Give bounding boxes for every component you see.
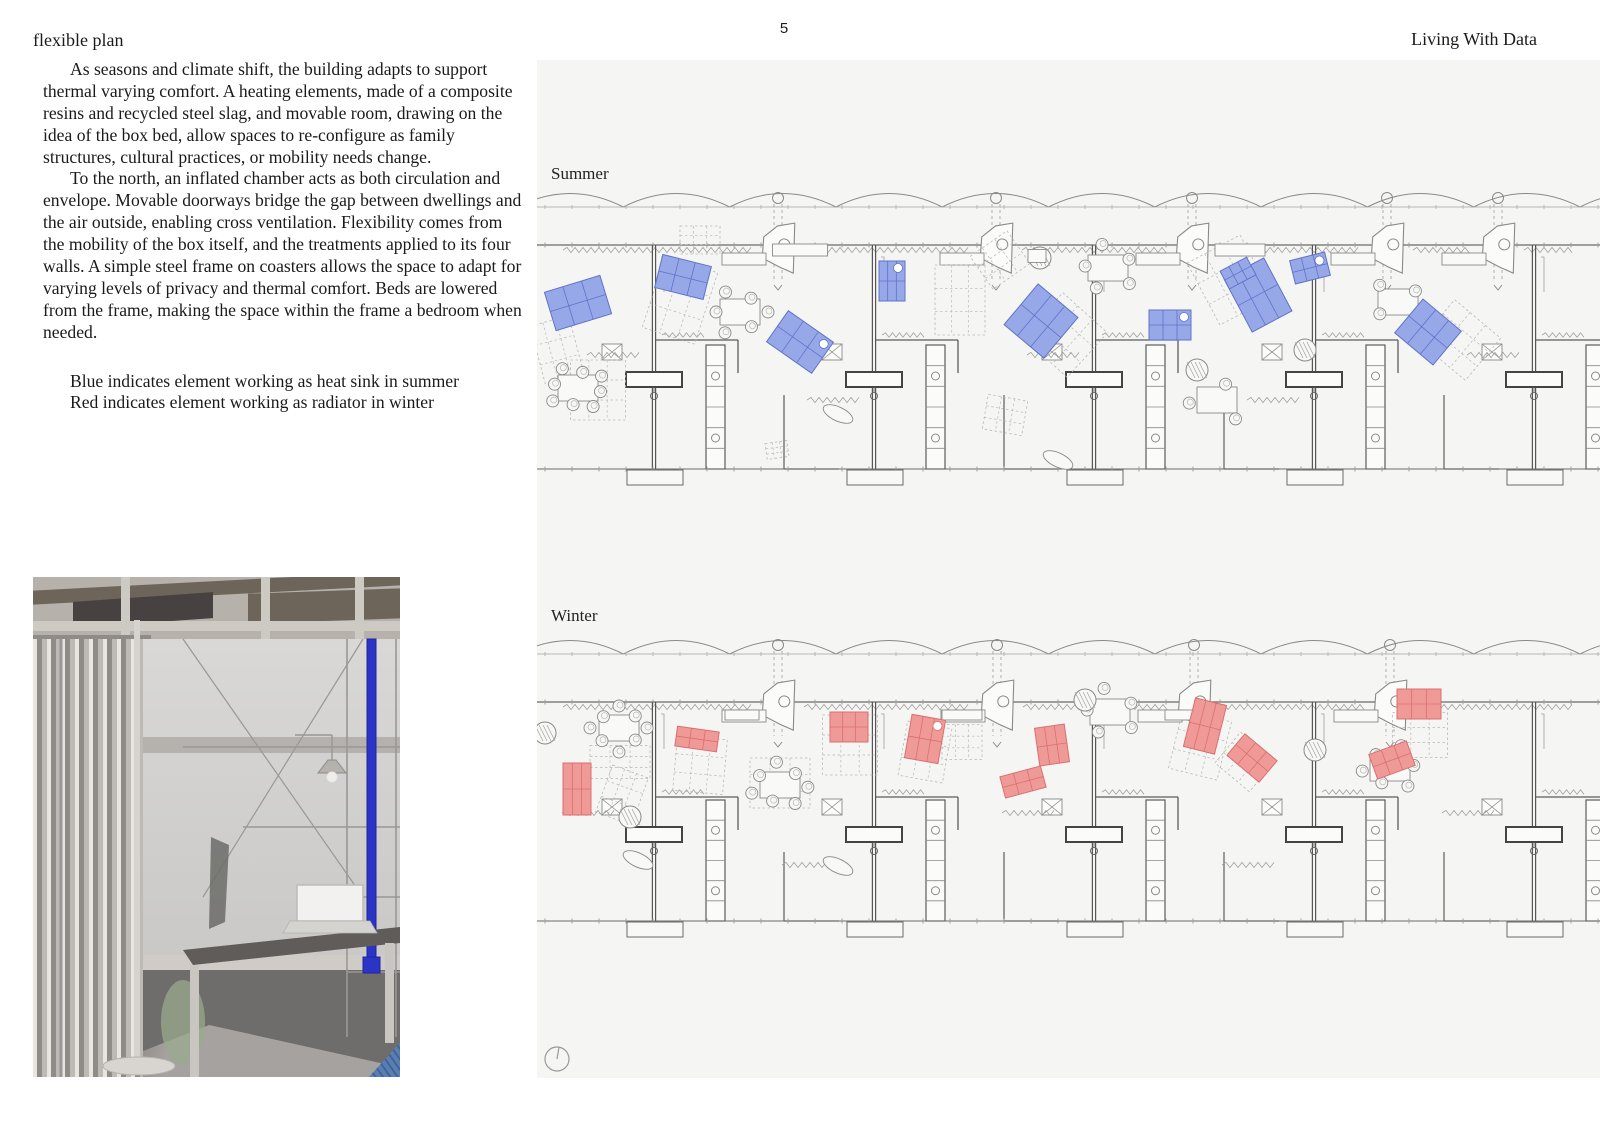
winter-plan-thermal-element <box>1000 766 1046 798</box>
summer-plan-thermal-element <box>1149 310 1191 340</box>
pivot-door <box>980 678 1015 730</box>
interior-render-image <box>33 577 400 1077</box>
section-title: flexible plan <box>33 30 124 50</box>
winter-plan-thermal-element <box>904 714 945 763</box>
winter-plan-thermal-element <box>1227 734 1277 782</box>
winter-plan-thermal-element <box>1035 724 1070 766</box>
legend-red: Red indicates element working as radiator in winter <box>70 392 434 413</box>
floor-plan-panel <box>537 60 1600 1078</box>
summer-plan-label: Summer <box>551 164 609 183</box>
pivot-door <box>1370 221 1405 273</box>
winter-plan-thermal-element <box>563 763 591 815</box>
winter-plan-thermal-element <box>675 726 719 752</box>
legend-blue: Blue indicates element working as heat sink in summer <box>70 370 459 391</box>
article-text <box>43 59 523 414</box>
summer-plan-thermal-element <box>767 311 834 374</box>
summer-plan-thermal-element <box>544 275 611 330</box>
north-arrow-icon <box>545 1047 569 1071</box>
summer-plan <box>537 193 1600 486</box>
page-number: 5 <box>779 20 789 37</box>
winter-plan-label: Winter <box>551 606 598 625</box>
summer-plan-thermal-element <box>655 254 712 299</box>
render-frame-overlay <box>33 577 400 1077</box>
pivot-door <box>761 678 796 730</box>
publication-title: Living With Data <box>1411 29 1537 49</box>
summer-plan-thermal-element <box>1004 284 1078 358</box>
pivot-door <box>1481 221 1516 273</box>
pivot-door <box>1175 221 1210 273</box>
color-legend <box>43 371 523 415</box>
paragraph-2: To the north, an inflated chamber acts as both circulation and envelope. Movable doorways bridge the gap between dwellings and the air outside, enabling cross ventilation. Flexibility comes from the mobility of the box itself, and the treatments applied to its four walls. A simple steel frame on coasters allows the space to adapt for varying levels of privacy and thermal comfort. Beds are lowered from the frame, making the space within the frame a bedroom when needed. <box>43 168 522 342</box>
floor-plans-drawing <box>537 60 1600 1078</box>
winter-plan <box>537 640 1600 1072</box>
winter-plan-thermal-element <box>830 712 868 742</box>
paragraph-1: As seasons and climate shift, the building adapts to support thermal varying comfort. A heating elements, made of a composite resins and recycled steel slag, and movable room, drawing on the idea of the box bed, allow spaces to re-configure as family structures, cultural practices, or mobility needs change. <box>43 59 513 167</box>
winter-plan-thermal-element <box>1397 689 1441 719</box>
summer-plan-thermal-element <box>879 261 905 301</box>
